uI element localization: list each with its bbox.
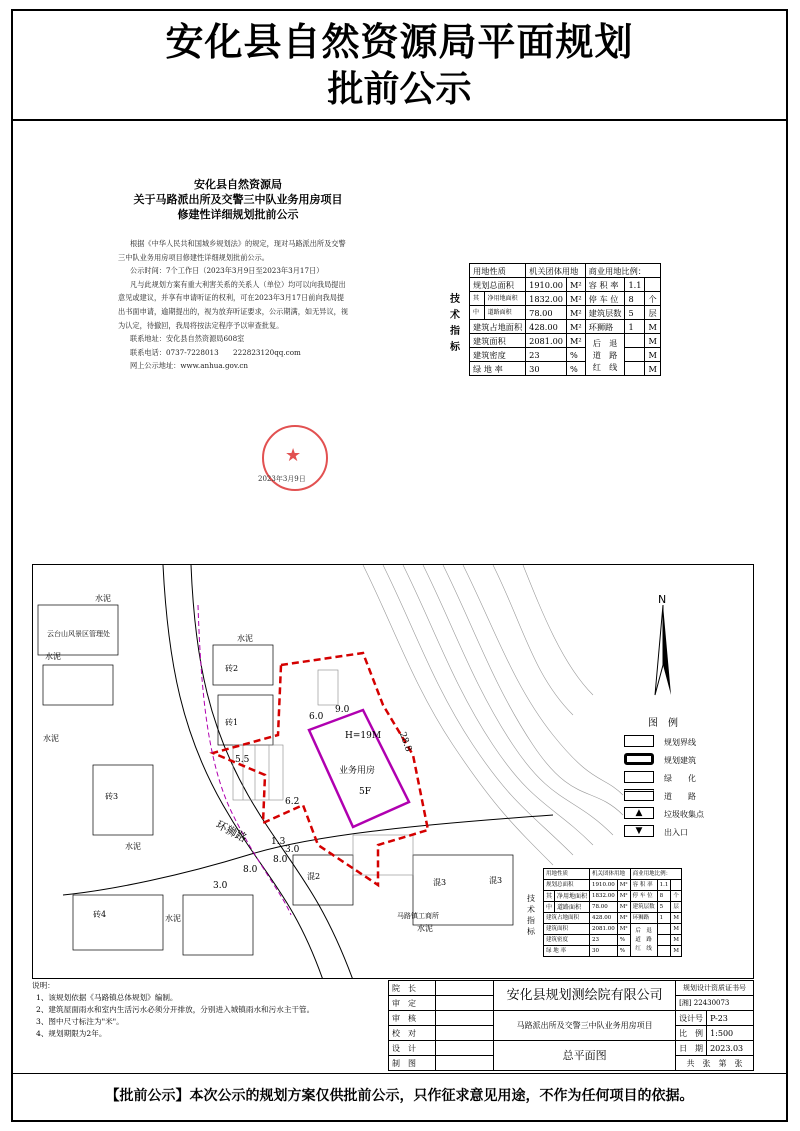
role-5: 设 计 [389,1041,436,1056]
tech-item2-unit: M [645,334,660,348]
mini-item-unit: M² [617,891,630,902]
notice-para-3: 凡与此规划方案有重大利害关系的关系人（单位）均可以向我局提出意见或建议，并享有申请听证的权利，可在2023年3月17日前向我局提出书面申请，逾期提出的，视为放弃听证要求，公示期满，如无异议，视为认定，待撤回，我局将按法定程序予以审查批复。 [118,279,349,330]
tech-row [470,306,661,320]
building-floors: 5F [359,787,371,797]
design-no-label: 设计号 [676,1011,707,1026]
mini-row [544,946,682,957]
tech-item-value: 1910.00 [526,278,567,292]
notice-para-1: 根据《中华人民共和国城乡规划法》的规定，现对马路派出所及交警三中队业务用房项目修建性详细规划批前公示。 [118,239,346,262]
mini-item2-value: 1.1 [657,880,671,891]
tech-row [470,292,661,306]
tech-item2-unit: M [645,320,660,334]
mini-item2-unit: 层 [671,902,682,913]
tech-item-name: 建筑占地面积 [470,320,526,334]
dim-3-0b: 3.0 [285,845,300,855]
tech-row [470,362,661,376]
mini-item2-value: 8 [657,891,671,902]
dim-28-8: 28.8 [396,730,414,754]
label-16: 云台山风景区管理处 [47,630,110,638]
tech-row [470,320,661,334]
tech-item2-name: 停 车 位 [585,292,625,306]
label-2: 水泥 [45,652,61,661]
label-12: 混3 [433,878,447,887]
sheets: 共 张 第 张 [676,1056,754,1071]
tech-item2-unit: 层 [645,306,660,320]
tech-item2-value [625,348,645,362]
design-no: P-23 [707,1011,754,1026]
mini-item2-value: 5 [657,902,671,913]
legend-trash-swatch: ▲ [624,807,654,819]
notes-title: 说明： [32,981,55,990]
contact-phone: 联系电话：0737-7228013 222823120qq.com [130,347,301,357]
mini-item-value: 1910.00 [590,880,618,891]
legend-building: 规划建筑 [664,756,696,765]
footer-divider [11,1073,788,1074]
label-3: 水泥 [43,734,59,743]
title-block [388,980,754,1070]
cert-label: 规划设计资质证书号 [676,981,754,996]
mini-item2-unit [671,880,682,891]
legend-entrance: 出入口 [664,828,688,837]
page-subtitle: 批前公示 [327,69,472,110]
tech-item2-value [625,334,645,348]
planning-boundary [213,653,428,885]
tech-item2-name: 建筑层数 [585,306,625,320]
role-6: 制 图 [389,1056,436,1071]
mini-item2-value [657,935,671,946]
label-5: 水泥 [125,842,141,851]
label-1: 水泥 [95,594,111,603]
land-use-label: 用地性质 [470,264,526,278]
note-1: 1、该规划依据《马路镇总体规划》编制。 [36,993,178,1002]
mini-item2-value [657,946,671,957]
mini-item-unit: M² [617,924,630,935]
north-label: N [658,593,667,606]
project-name: 马路派出所及交警三中队业务用房项目 [494,1011,676,1041]
seal-date: 2023年3月9日 [258,475,306,483]
mini-item2-unit: M [671,935,682,946]
tech-item-unit: M² [567,292,586,306]
tech-item-name: 净用地面积 [484,292,526,306]
header [11,9,788,121]
dim-1-3: 1.3 [271,837,286,847]
tech-item-name: 绿 地 率 [470,362,526,376]
website: 网上公示地址：www.anhua.gov.cn [130,361,249,371]
mini-item2-value [657,924,671,935]
label-8: 砖4 [93,910,107,919]
mini-land-use-value: 机关团体用地 [590,869,631,880]
tech-table [469,263,661,376]
surrounding-buildings [38,605,513,955]
notes [32,980,388,1070]
role-1: 院 长 [389,981,436,996]
tech-item2-unit: M [645,348,660,362]
tech-row [470,334,661,348]
contact-address: 联系地址：安化县自然资源局608室 [130,334,245,344]
footer-note: 【批前公示】本次公示的规划方案仅供批前公示，只作征求意见用途，不作为任何项目的依据。 [105,1088,694,1104]
mini-item-name: 绿 地 率 [544,946,590,957]
label-14: 混3 [489,876,503,885]
mini-item-name: 建筑占地面积 [544,913,590,924]
role-4: 校 对 [389,1026,436,1041]
mini-commercial-ratio: 商业用地比例： [630,869,681,880]
note-4: 4、规划期限为2年。 [36,1029,107,1038]
tech-sub-label: 中 [470,306,485,320]
mini-setback-label: 后 退 道 路 红 线 [630,924,657,957]
mini-item2-unit: M [671,913,682,924]
mini-row [544,880,682,891]
mini-item2-unit: 个 [671,891,682,902]
dim-6: 6.0 [309,712,324,722]
tech-item2-name: 环狮路 [585,320,625,334]
tech-item2-value [625,362,645,376]
tech-item-unit: M² [567,334,586,348]
legend-green-swatch [624,771,654,783]
tech-sub-label: 其 [470,292,485,306]
company-name: 安化县规划测绘院有限公司 [494,981,676,1011]
tech-item-unit: M² [567,278,586,292]
mini-item-name: 净用地面积 [555,891,590,902]
tech-item-name: 规划总面积 [470,278,526,292]
mini-item-unit: M² [617,913,630,924]
mini-item-value: 1832.00 [590,891,618,902]
legend-title: 图 例 [648,718,678,729]
tech-item-unit: % [567,362,586,376]
label-15: 马路镇工商所 [397,912,439,920]
label-13: 混2 [307,872,321,881]
tech-item2-value: 1.1 [625,278,645,292]
tech-item2-unit: 个 [645,292,660,306]
notice-org: 安化县自然资源局 [194,178,282,191]
road-name: 环狮路 [213,817,249,845]
mini-tech-wrap [543,868,682,957]
tech-item2-value: 5 [625,306,645,320]
mini-item-value: 23 [590,935,618,946]
notice-subject-2: 修建性详细规划批前公示 [177,208,299,221]
legend-road: 道 路 [664,792,696,801]
notice-para-2: 公示时间：7个工作日（2023年3月9日至2023年3月17日） [130,266,324,276]
role-2: 审 定 [389,996,436,1011]
mini-item-name: 规划总面积 [544,880,590,891]
mini-item-name: 建筑密度 [544,935,590,946]
page-title: 安化县自然资源局平面规划 [165,20,634,64]
tech-item-value: 1832.00 [526,292,567,306]
label-4: 水泥 [237,634,253,643]
tech-item-name: 建筑面积 [470,334,526,348]
legend-boundary: 规划界线 [664,738,696,747]
label-11: 砖2 [225,664,239,673]
tech-item2-value: 1 [625,320,645,334]
mini-tech-side-label: 技术指标 [527,894,535,936]
label-10: 砖1 [225,718,239,727]
note-2: 2、建筑屋面雨水和室内生活污水必须分开排放，分别进入城镇雨水和污水主干管。 [36,1005,315,1014]
mini-row [544,902,682,913]
mini-tech-table [543,868,682,957]
mini-item2-unit: M [671,946,682,957]
mini-item-value: 78.00 [590,902,618,913]
building-height: H=19M [345,731,382,741]
tech-item-value: 30 [526,362,567,376]
mini-item-name: 道路面积 [555,902,590,913]
mini-item2-name: 建筑层数 [630,902,657,913]
tech-row [470,278,661,292]
mini-row [544,913,682,924]
mini-sub-label: 其 [544,891,555,902]
legend-road-swatch [624,789,654,801]
mini-item-value: 428.00 [590,913,618,924]
scale: 1:500 [707,1026,754,1041]
dim-3-0: 3.0 [213,881,228,891]
tech-item-name: 道路面积 [484,306,526,320]
date: 2023.03 [707,1041,754,1056]
legend-entrance-swatch: ▼ [624,825,654,837]
dim-8-0: 8.0 [243,865,258,875]
mini-sub-label: 中 [544,902,555,913]
title-block-table [388,980,754,1071]
land-use-value: 机关团体用地 [526,264,586,278]
legend-green: 绿 化 [664,774,696,783]
dim-6-2: 6.2 [285,797,300,807]
dim-9: 9.0 [335,705,350,715]
tech-item2-unit [645,278,660,292]
mini-item-unit: M² [617,902,630,913]
seal-star-icon: ★ [285,445,302,466]
tech-setback-label: 后 退 道 路 红 线 [585,334,625,376]
tech-item-value: 78.00 [526,306,567,320]
tech-item-unit: M² [567,320,586,334]
tech-side-label: 技术指标 [450,294,460,353]
mini-item-unit: M² [617,880,630,891]
tech-item2-unit: M [645,362,660,376]
tech-item-name: 建筑密度 [470,348,526,362]
date-label: 日 期 [676,1041,707,1056]
tech-item-value: 23 [526,348,567,362]
road-edges [63,565,553,979]
mini-item2-value: 1 [657,913,671,924]
north-arrow-icon [655,605,671,695]
drawing-name: 总平面图 [494,1041,676,1071]
tech-row [470,348,661,362]
mini-item-value: 30 [590,946,618,957]
label-7: 水泥 [417,924,433,933]
notice-title [118,177,358,222]
note-3: 3、图中尺寸标注为"米"。 [36,1017,124,1026]
mini-land-use-label: 用地性质 [544,869,590,880]
scale-label: 比 例 [676,1026,707,1041]
legend-building-swatch [624,753,654,765]
mini-row [544,935,682,946]
tech-item2-value: 8 [625,292,645,306]
cert-no: [湘] 22430073 [676,996,754,1011]
tech-item-value: 428.00 [526,320,567,334]
label-9: 砖3 [105,792,119,801]
role-3: 审 核 [389,1011,436,1026]
tech-item-unit: % [567,348,586,362]
mini-item-value: 2081.00 [590,924,618,935]
dim-5-5: 5.5 [235,755,250,765]
tech-item-value: 2081.00 [526,334,567,348]
dim-8-0b: 8.0 [273,855,288,865]
tech-table-wrap [469,263,661,376]
mini-item2-name: 容 积 率 [630,880,657,891]
label-6: 水泥 [165,914,181,923]
mini-row [544,891,682,902]
tech-item2-name: 容 积 率 [585,278,625,292]
mini-item-unit: % [617,946,630,957]
tech-item-unit: M² [567,306,586,320]
mini-item2-unit: M [671,924,682,935]
building-name: 业务用房 [339,766,376,776]
notice-subject-1: 关于马路派出所及交警三中队业务用房项目 [133,193,343,206]
mini-row [544,924,682,935]
legend-trash: 垃圾收集点 [664,810,704,819]
legend-boundary-swatch [624,735,654,747]
commercial-ratio: 商业用地比例： [585,264,660,278]
mini-item-name: 建筑面积 [544,924,590,935]
notice-body [118,237,350,373]
mini-item-unit: % [617,935,630,946]
mini-item2-name: 环狮路 [630,913,657,924]
mini-item2-name: 停 车 位 [630,891,657,902]
